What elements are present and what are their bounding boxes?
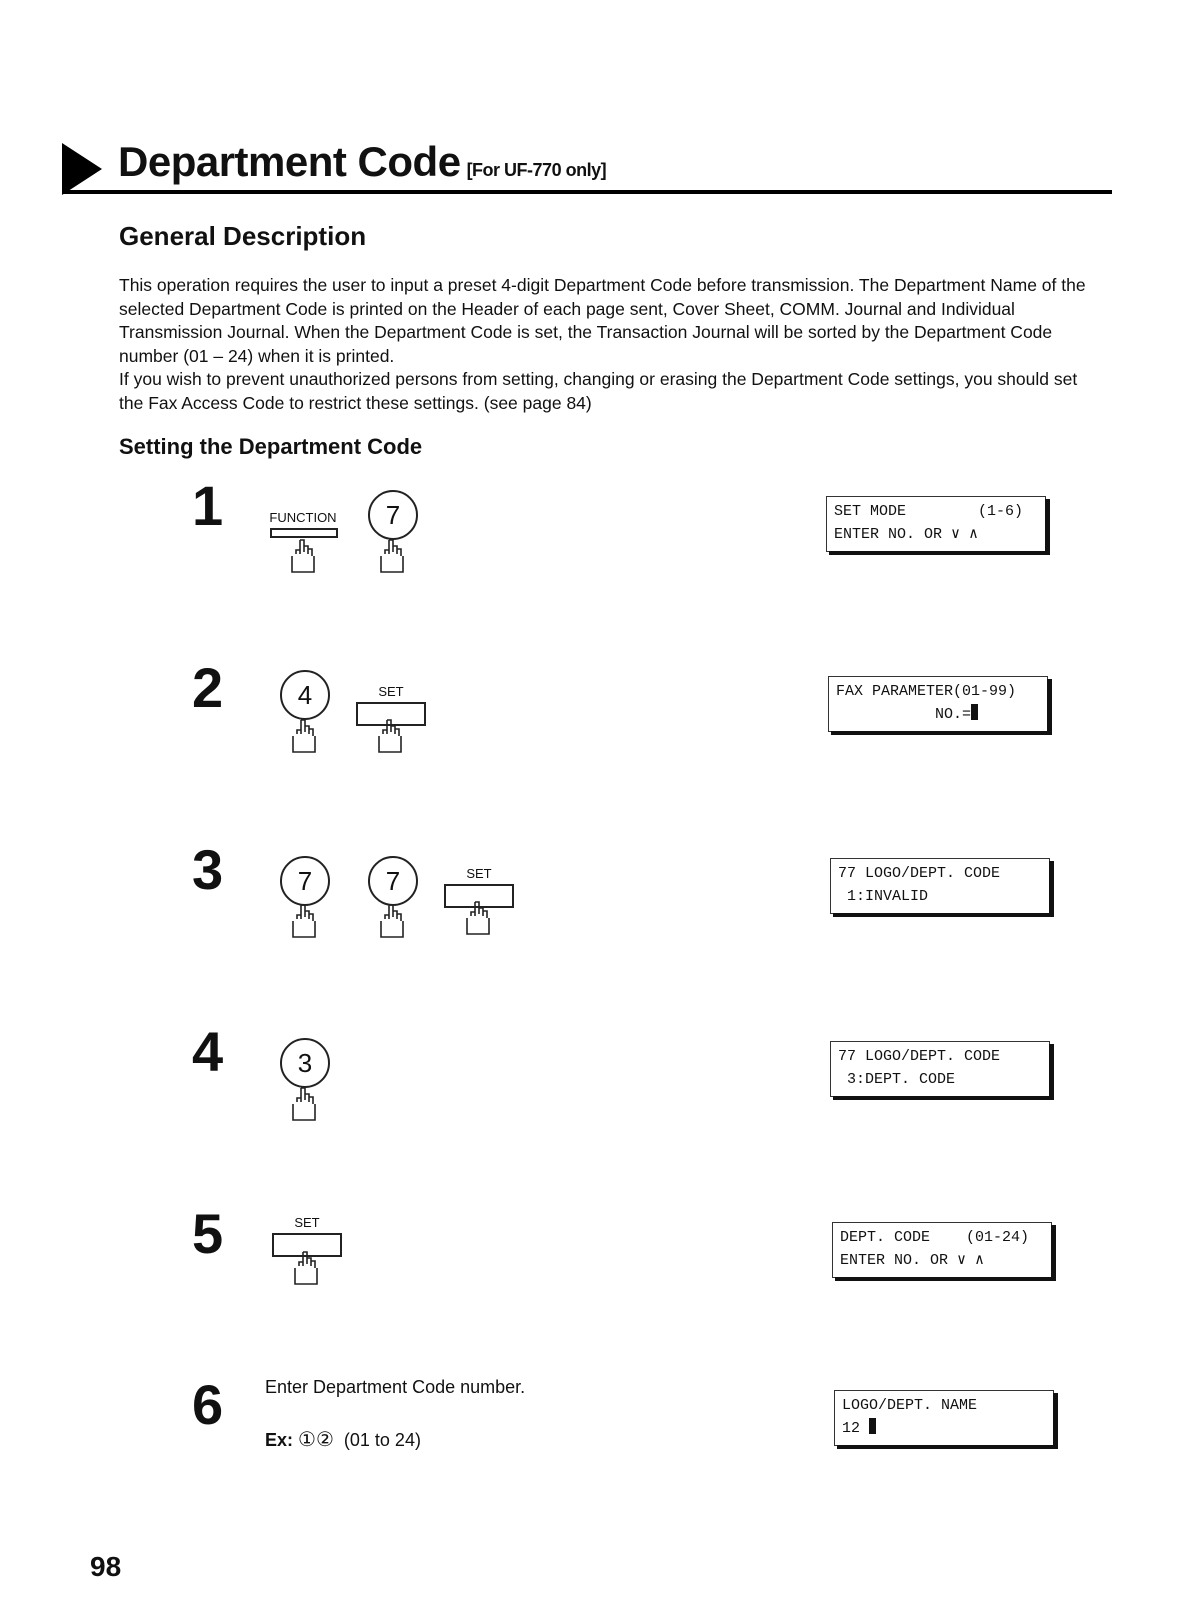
pressing-hand-icon bbox=[378, 903, 408, 939]
lcd-display bbox=[828, 676, 1048, 732]
lcd-cursor bbox=[971, 704, 978, 720]
general-description-heading: General Description bbox=[119, 221, 367, 251]
title-arrow-icon bbox=[62, 143, 102, 195]
example-range: (01 to 24) bbox=[343, 1430, 421, 1450]
pressing-hand-icon bbox=[290, 903, 320, 939]
example-keys: ①② bbox=[298, 1429, 334, 1451]
key-4-button[interactable]: 4 bbox=[280, 670, 330, 720]
pressing-hand-icon bbox=[376, 718, 406, 754]
set-key-label: SET bbox=[378, 684, 404, 699]
lcd-line-2: ENTER NO. OR ∨ ∧ bbox=[840, 1252, 985, 1269]
key-3-button[interactable]: 3 bbox=[280, 1038, 330, 1088]
lcd-line-2: NO.= bbox=[836, 706, 972, 723]
lcd-line-2: 1:INVALID bbox=[838, 888, 929, 905]
step-number: 5 bbox=[192, 1202, 224, 1265]
lcd-line-1: SET MODE (1-6) bbox=[834, 503, 1024, 520]
general-description-text bbox=[119, 274, 1099, 415]
step-6-instruction: Enter Department Code number. bbox=[265, 1377, 526, 1397]
key-7-button[interactable]: 7 bbox=[368, 490, 418, 540]
pressing-hand-icon bbox=[378, 538, 408, 574]
lcd-display bbox=[830, 858, 1050, 914]
example-label: Ex: bbox=[265, 1430, 294, 1450]
function-key-label: FUNCTION bbox=[269, 510, 337, 525]
pressing-hand-icon bbox=[290, 718, 320, 754]
title-divider bbox=[62, 190, 1112, 194]
lcd-display bbox=[826, 496, 1046, 552]
setting-heading: Setting the Department Code bbox=[119, 434, 423, 459]
lcd-line-2: 3:DEPT. CODE bbox=[838, 1071, 956, 1088]
page-title: Department Code [For UF-770 only] bbox=[118, 138, 607, 185]
lcd-display bbox=[830, 1041, 1050, 1097]
step-6-example bbox=[265, 1427, 421, 1452]
pressing-hand-icon bbox=[464, 900, 494, 936]
lcd-line-1: DEPT. CODE (01-24) bbox=[840, 1229, 1030, 1246]
page-number: 98 bbox=[90, 1551, 122, 1582]
lcd-display bbox=[832, 1222, 1052, 1278]
lcd-line-1: 77 LOGO/DEPT. CODE bbox=[838, 865, 1001, 882]
step-number: 4 bbox=[192, 1020, 224, 1083]
lcd-line-2: 12 bbox=[842, 1420, 870, 1437]
step-number: 3 bbox=[192, 838, 224, 901]
step-number: 6 bbox=[192, 1373, 224, 1436]
lcd-line-2: ENTER NO. OR ∨ ∧ bbox=[834, 526, 979, 543]
step-number: 2 bbox=[192, 656, 224, 719]
key-7-button[interactable]: 7 bbox=[368, 856, 418, 906]
set-key-label: SET bbox=[466, 866, 492, 881]
description-paragraph-1: This operation requires the user to input a preset 4-digit Department Code before transmission. The Department Name of the selected Department Code is printed on the Header of each page sent, Cover Sheet, COMM. Journal and Individual Transmission Journal. When the Department Code is set, the Transaction Journal will be sorted by the Department Code number (01 – 24) when it is printed. bbox=[119, 275, 1086, 366]
lcd-line-1: LOGO/DEPT. NAME bbox=[842, 1397, 978, 1414]
page-subtitle: [For UF-770 only] bbox=[466, 160, 607, 180]
lcd-line-1: FAX PARAMETER(01-99) bbox=[836, 683, 1017, 700]
function-key[interactable] bbox=[270, 528, 338, 538]
lcd-line-1: 77 LOGO/DEPT. CODE bbox=[838, 1048, 1001, 1065]
description-paragraph-2: If you wish to prevent unauthorized persons from setting, changing or erasing the Department Code settings, you should set the Fax Access Code to restrict these settings. (see page 84) bbox=[119, 369, 1078, 413]
set-key-label: SET bbox=[294, 1215, 320, 1230]
pressing-hand-icon bbox=[292, 1250, 322, 1286]
pressing-hand-icon bbox=[289, 538, 319, 574]
step-number: 1 bbox=[192, 474, 224, 537]
pressing-hand-icon bbox=[290, 1086, 320, 1122]
lcd-display bbox=[834, 1390, 1054, 1446]
lcd-cursor bbox=[869, 1418, 876, 1434]
key-7-button[interactable]: 7 bbox=[280, 856, 330, 906]
